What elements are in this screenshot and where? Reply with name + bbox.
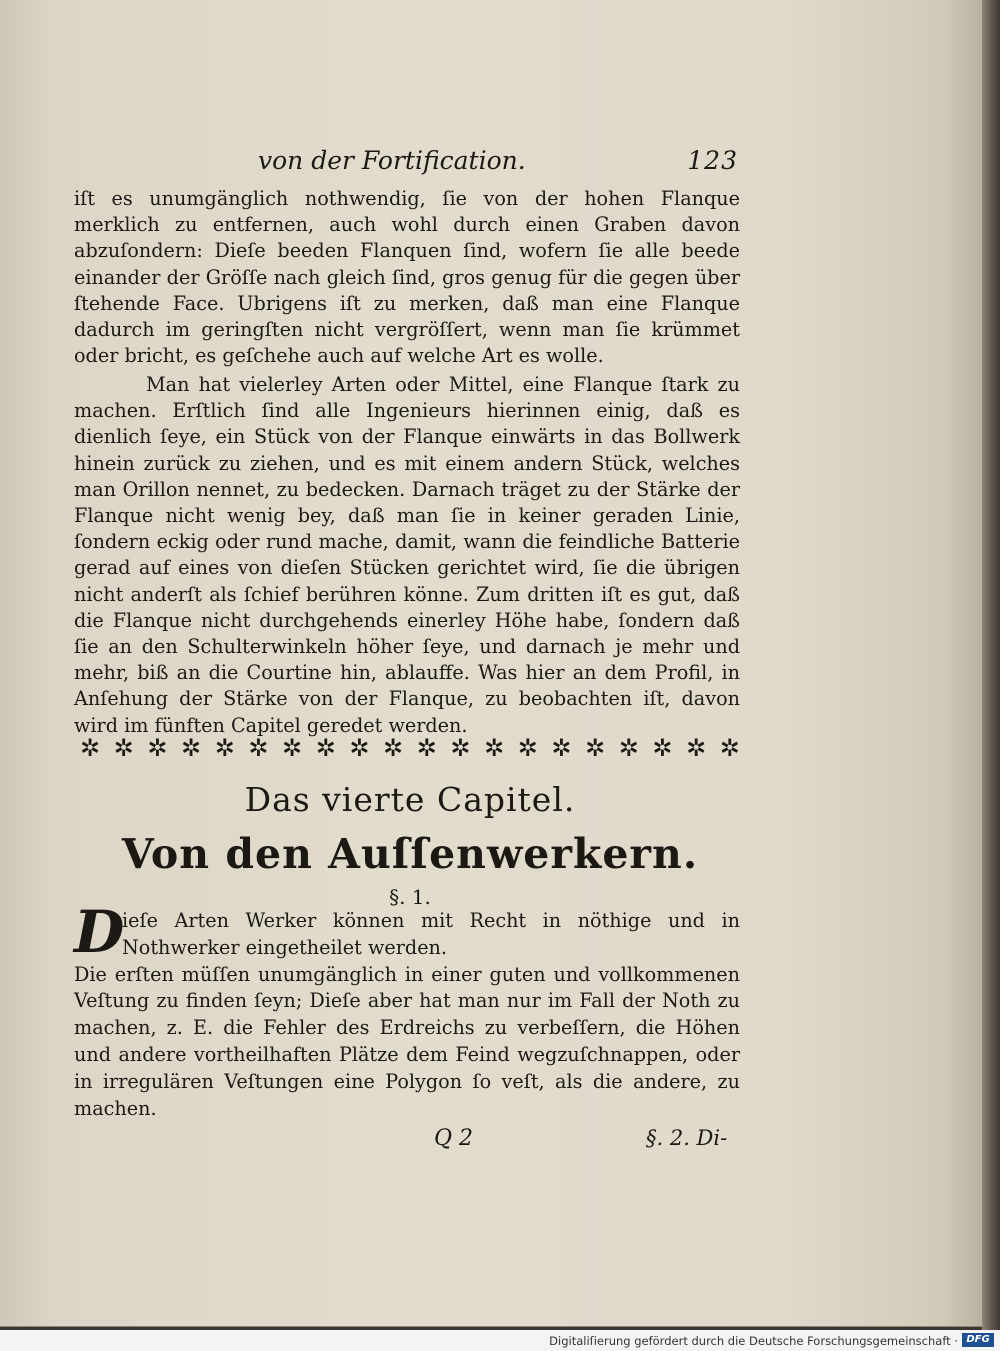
dfg-logo[interactable]: DFG	[962, 1333, 994, 1347]
page-number: 123	[687, 146, 738, 175]
section-mark: §. 1.	[389, 885, 431, 909]
star-ornament: ✲	[315, 734, 336, 762]
star-ornament: ✲	[416, 734, 437, 762]
page-edge	[982, 0, 1000, 1330]
paragraph-1: iſt es unumgänglich nothwendig, ſie von der hohen Flanque merklich zu entfernen, auch wohl durch einen Graben davon abzuſondern: Dieſe beeden Flanquen ſind, wofern ſie alle beede einander der Gröſſe nach gleich ſind, gros genug für die gegen über ſtehende Face. Ubrigens iſt zu merken, daß man eine Flanque dadurch im geringſten nicht vergröſſert, wenn man ſie krümmet oder bricht, es geſchehe auch auf welche Art es wolle.	[74, 187, 740, 368]
star-ornament: ✲	[618, 734, 639, 762]
star-ornament: ✲	[517, 734, 538, 762]
paragraph-3	[74, 908, 740, 1122]
signature-mark: Q 2	[434, 1126, 474, 1151]
star-ornament: ✲	[484, 734, 505, 762]
running-head-title: von der Fortification.	[258, 146, 526, 175]
paragraph-3-head: ieſe Arten Werker können mit Recht in nöthige und in Nothwerker eingetheilet werden.	[122, 909, 740, 959]
star-ornament: ✲	[282, 734, 303, 762]
chapter-title: Das vierte Capitel.	[244, 780, 576, 819]
drop-cap-initial: D	[74, 898, 125, 966]
chapter-subtitle: Von den Auſſenwerkern.	[121, 830, 699, 878]
star-ornament: ✲	[585, 734, 606, 762]
star-ornament: ✲	[383, 734, 404, 762]
star-ornament: ✲	[686, 734, 707, 762]
running-head	[258, 146, 738, 182]
paragraph-2: Man hat vielerley Arten oder Mittel, eine Flanque ſtark zu machen. Erſtlich ſind alle Ingenieurs hierinnen einig, daß es dienlich ſeye, ein Stück von der Flanque einwärts in das Bollwerk hinein zurück zu ziehen, und es mit einem andern Stück, welches man Orillon nennet, zu bedecken. Darnach träget zu der Stärke der Flanque nicht wenig bey, daß man ſie in keiner geraden Linie, ſondern eckig oder rund mache, damit, wann die feindliche Batterie gerad auf eines von dieſen Stücken gerichtet wird, ſie die übrigen nicht anderſt als ſchief berühren könne. Zum dritten iſt es gut, daß die Flanque nicht durchgehends einerley Höhe habe, ſondern daß ſie an den Schulterwinkeln höher ſeye, und darnach je mehr und mehr, biß an die Courtine hin, ablauffe. Was hier an dem Profil, in Anſehung der Stärke von der Flanque, zu beobachten iſt, davon wird im fünften Capitel geredet werden.	[74, 373, 740, 737]
digitization-bar	[0, 1330, 1000, 1351]
star-ornament: ✲	[248, 734, 269, 762]
star-ornament: ✲	[214, 734, 235, 762]
star-ornament: ✲	[113, 734, 134, 762]
star-ornament: ✲	[450, 734, 471, 762]
star-ornament: ✲	[80, 734, 101, 762]
star-ornament: ✲	[719, 734, 740, 762]
star-ornament: ✲	[147, 734, 168, 762]
paragraph-3-body: Die erſten müſſen unumgänglich in einer guten und vollkommenen Veſtung zu finden ſeyn; Dieſe aber hat man nur im Fall der Noth zu machen, z. E. die Fehler des Erdreichs zu verbeſſern, die Höhen und andere vortheilhaften Plätze dem Feind wegzuſchnappen, oder in irregulären Veſtungen eine Polygon ſo veſt, als die andere, zu machen.	[74, 962, 740, 1120]
star-ornament: ✲	[551, 734, 572, 762]
star-ornament: ✲	[349, 734, 370, 762]
star-ornament: ✲	[652, 734, 673, 762]
digitization-credit: Digitaliſierung gefördert durch die Deutsche Forschungsgemeinschaft ·	[549, 1334, 958, 1348]
catchword: §. 2. Di-	[646, 1126, 728, 1150]
star-ornament-row	[80, 734, 740, 764]
star-ornament: ✲	[181, 734, 202, 762]
